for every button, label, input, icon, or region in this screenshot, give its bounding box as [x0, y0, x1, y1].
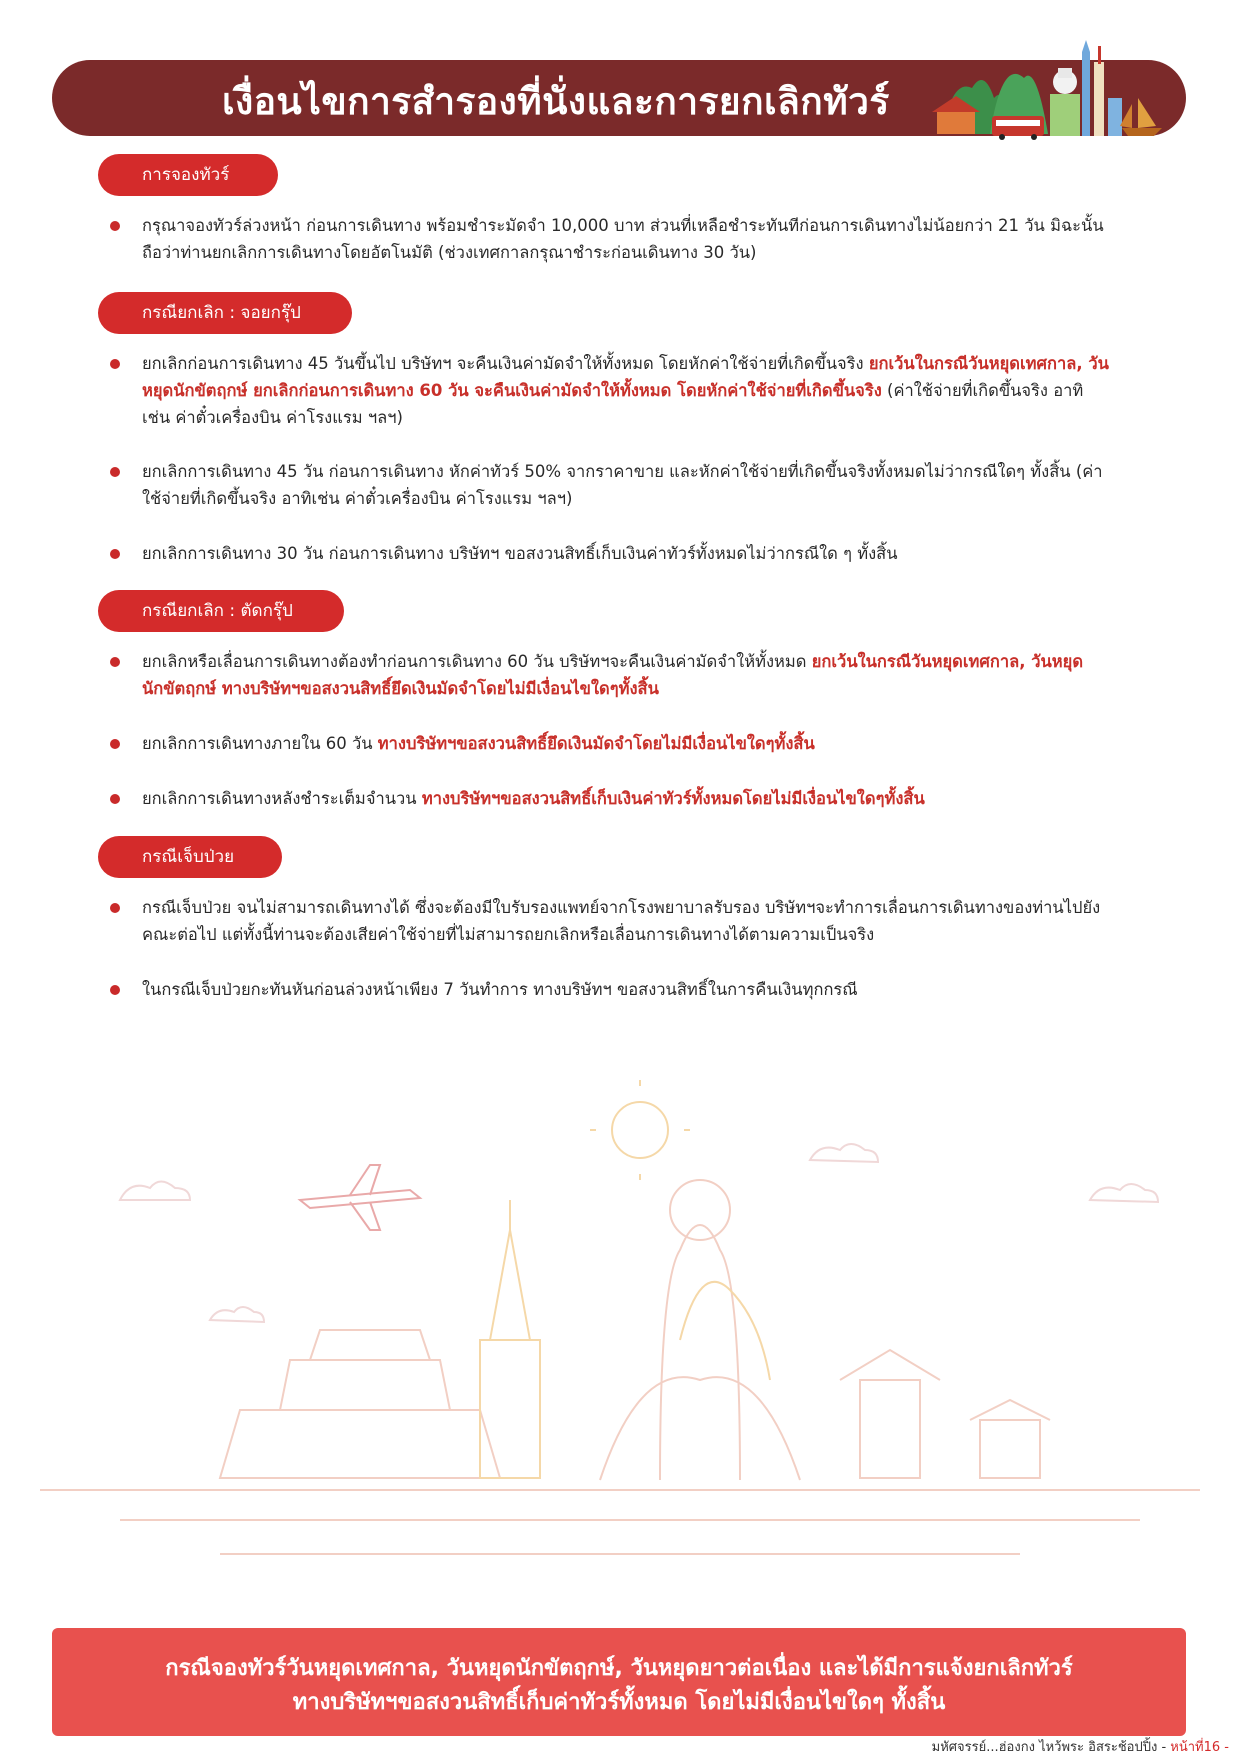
notice-line-1: กรณีจองทัวร์วันหยุดเทศกาล, วันหยุดนักขัตฤกษ์, วันหยุดยาวต่อเนื่อง และได้มีการแจ้งยกเลิกทัวร์ — [165, 1656, 1073, 1681]
page-number: หน้าที่16 - — [1170, 1740, 1229, 1755]
text-segment: ยกเลิกก่อนการเดินทาง 45 วันขึ้นไป บริษัทฯ จะคืนเงินค่ามัดจำให้ทั้งหมด โดยหักค่าใช้จ่ายที่เกิดขึ้นจริง — [142, 354, 869, 373]
text-segment: ในกรณีเจ็บป่วยกะทันหันก่อนล่วงหน้าเพียง 7 วันทำการ ทางบริษัทฯ ขอสงวนสิทธิ์ในการคืนเงินทุกกรณี — [142, 980, 858, 999]
notice-line-2: ทางบริษัทฯขอสงวนสิทธิ์เก็บค่าทัวร์ทั้งหมด โดยไม่มีเงื่อนไขใดๆ ทั้งสิ้น — [292, 1690, 946, 1715]
page-title: เงื่อนไขการสำรองที่นั่งและการยกเลิกทัวร์ — [222, 80, 890, 123]
list-item — [110, 540, 1110, 567]
item-text — [142, 458, 1110, 512]
bullet-icon — [110, 739, 120, 749]
highlighted-text: ทางบริษัทฯขอสงวนสิทธิ์ยึดเงินมัดจำโดยไม่มีเงื่อนไขใดๆทั้งสิ้น — [377, 734, 815, 753]
item-text — [142, 648, 1110, 702]
section-label-illness: กรณีเจ็บป่วย — [98, 836, 282, 878]
list-item — [110, 976, 1110, 1003]
item-text — [142, 976, 1110, 1003]
text-segment: ยกเลิกการเดินทางหลังชำระเต็มจำนวน — [142, 789, 422, 808]
bullet-icon — [110, 359, 120, 369]
text-segment: ยกเลิกหรือเลื่อนการเดินทางต้องทำก่อนการเดินทาง 60 วัน บริษัทฯจะคืนเงินค่ามัดจำให้ทั้งหมด — [142, 652, 812, 671]
text-segment: ยกเลิกการเดินทาง 30 วัน ก่อนการเดินทาง บริษัทฯ ขอสงวนสิทธิ์เก็บเงินค่าทัวร์ทั้งหมดไม่ว่ากรณีใด ๆ ทั้งสิ้น — [142, 544, 898, 563]
item-text — [142, 730, 1110, 757]
list-item — [110, 212, 1110, 266]
bullet-icon — [110, 794, 120, 804]
bullet-icon — [110, 657, 120, 667]
highlighted-text: ทางบริษัทฯขอสงวนสิทธิ์เก็บเงินค่าทัวร์ทั้งหมดโดยไม่มีเงื่อนไขใดๆทั้งสิ้น — [421, 789, 925, 808]
highlighted-text: ยกเว้นในกรณีวันหยุดเทศกาล, วันหยุดนักขัตฤกษ์ ยกเลิกก่อนการเดินทาง 60 วัน จะคืนเงินค่ามัดจำให้ทั้งหมด โดยหักค่าใช้จ่ายที่เกิดขึ้นจริง — [142, 354, 1109, 400]
text-segment: ยกเลิกการเดินทางภายใน 60 วัน — [142, 734, 378, 753]
list-item — [110, 894, 1110, 948]
bullet-icon — [110, 903, 120, 913]
text-segment: ยกเลิกการเดินทาง 45 วัน ก่อนการเดินทาง หักค่าทัวร์ 50% จากราคาขาย และหักค่าใช้จ่ายที่เกิดขึ้นจริงทั้งหมดไม่ว่ากรณีใดๆ ทั้งสิ้น (ค่าใช้จ่ายที่เกิดขึ้นจริง อาทิเช่น ค่าตั๋วเครื่องบิน ค่าโรงแรม ฯลฯ) — [142, 462, 1103, 508]
text-segment: (ค่าใช้จ่ายที่เกิดขึ้นจริง อาทิเช่น ค่าตั๋วเครื่องบิน ค่าโรงแรม ฯลฯ) — [142, 381, 1084, 427]
list-item — [110, 458, 1110, 512]
section-label-private-group: กรณียกเลิก : ตัดกรุ๊ป — [98, 590, 344, 632]
bullet-icon — [110, 467, 120, 477]
highlighted-text: ยกเว้นในกรณีวันหยุดเทศกาล, วันหยุดนักขัตฤกษ์ ทางบริษัทฯขอสงวนสิทธิ์ยึดเงินมัดจำโดยไม่มีเงื่อนไขใดๆทั้งสิ้น — [142, 652, 1084, 698]
text-segment: กรุณาจองทัวร์ล่วงหน้า ก่อนการเดินทาง พร้อมชำระมัดจำ 10,000 บาท ส่วนที่เหลือชำระทันทีก่อนการเดินทางไม่น้อยกว่า 21 วัน มิฉะนั้นถือว่าท่านยกเลิกการเดินทางโดยอัตโนมัติ (ช่วงเทศกาลกรุณาชำระก่อนเดินทาง 30 วัน) — [142, 216, 1104, 262]
background-landmark-illustration — [40, 1080, 1200, 1640]
item-text — [142, 212, 1110, 266]
bullet-icon — [110, 985, 120, 995]
list-item — [110, 730, 1110, 757]
list-item — [110, 648, 1110, 702]
item-text — [142, 350, 1110, 431]
bullet-icon — [110, 549, 120, 559]
section-label-join-group: กรณียกเลิก : จอยกรุ๊ป — [98, 292, 352, 334]
hong-kong-skyline-illustration — [932, 38, 1182, 142]
bullet-icon — [110, 221, 120, 231]
footer-program-name: มหัศจรรย์...ฮ่องกง ไหว้พระ อิสระช้อปปิ้ง - — [931, 1740, 1171, 1755]
section-label-booking: การจองทัวร์ — [98, 154, 278, 196]
item-text — [142, 894, 1110, 948]
text-segment: กรณีเจ็บป่วย จนไม่สามารถเดินทางได้ ซึ่งจะต้องมีใบรับรองแพทย์จากโรงพยาบาลรับรอง บริษัทฯจะทำการเลื่อนการเดินทางของท่านไปยังคณะต่อไป แต่ทั้งนี้ท่านจะต้องเสียค่าใช้จ่ายที่ไม่สามารถยกเลิกหรือเลื่อนการเดินทางได้ตามความเป็นจริง — [142, 898, 1101, 944]
item-text — [142, 540, 1110, 567]
list-item — [110, 785, 1110, 812]
list-item — [110, 350, 1110, 431]
item-text — [142, 785, 1110, 812]
